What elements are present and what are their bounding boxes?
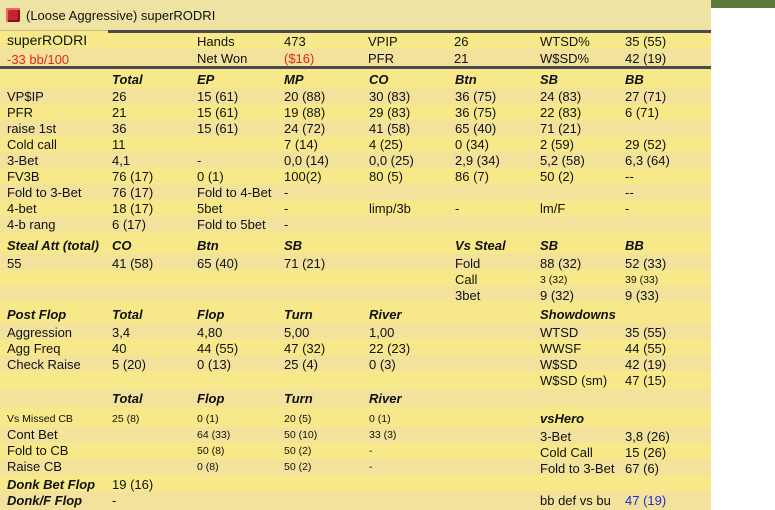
showdown-label: WWSF <box>540 341 582 356</box>
stat-label: raise 1st <box>7 121 57 136</box>
vs-steal-3bet-bb: 9 (33) <box>625 288 659 303</box>
player-name: superRODRI <box>7 32 88 48</box>
band <box>0 88 711 104</box>
stat-value: Fold to 5bet <box>197 217 266 232</box>
stat-value: 76 (17) <box>112 185 154 200</box>
stat-label: Aggression <box>7 325 73 340</box>
stat-value: Fold to 4-Bet <box>197 185 272 200</box>
stat-value: 100(2) <box>284 169 322 184</box>
stat-value: 71 (21) <box>540 121 582 136</box>
band <box>0 409 711 427</box>
stat-value: -- <box>625 169 634 184</box>
background-strip <box>711 0 775 8</box>
stat-value: - <box>197 153 202 168</box>
stat-value: 64 (33) <box>197 429 231 441</box>
postflop-header-turn: Turn <box>284 307 313 322</box>
col-header-ep: EP <box>197 72 215 87</box>
vshero-value: 15 (26) <box>625 445 667 460</box>
vpip-value: 26 <box>454 34 469 49</box>
stat-value: 21 <box>112 105 127 120</box>
stat-value: 0 (1) <box>197 413 219 425</box>
stat-value: 6 (17) <box>112 217 146 232</box>
wsd-label: W$SD% <box>540 51 590 66</box>
col-header-btn: Btn <box>455 72 477 87</box>
steal-total: 55 <box>7 256 22 271</box>
dice-icon <box>6 8 20 22</box>
stat-value: 3,4 <box>112 325 131 340</box>
stat-label: Agg Freq <box>7 341 61 356</box>
vs-steal-fold-label: Fold <box>455 256 481 271</box>
stat-value: 36 (75) <box>455 89 497 104</box>
stat-value: 40 <box>112 341 127 356</box>
band <box>0 254 711 270</box>
vpip-label: VPIP <box>368 34 398 49</box>
stat-value: 5bet <box>197 201 223 216</box>
stat-value: 86 (7) <box>455 169 489 184</box>
stat-label: FV3B <box>7 169 40 184</box>
band <box>0 48 711 66</box>
stat-value: 80 (5) <box>369 169 403 184</box>
stat-value: - <box>284 201 289 216</box>
window-title: (Loose Aggressive) superRODRI <box>26 8 216 23</box>
background-area <box>711 0 775 510</box>
donk-bet-value: 19 (16) <box>112 477 154 492</box>
cbet-header-turn: Turn <box>284 391 313 406</box>
showdown-value: 47 (15) <box>625 373 667 388</box>
steal-sb: 71 (21) <box>284 256 326 271</box>
steal-btn: 65 (40) <box>197 256 239 271</box>
vs-steal-fold-sb: 88 (32) <box>540 256 582 271</box>
stat-value: 4,80 <box>197 325 223 340</box>
showdown-label: WTSD <box>540 325 579 340</box>
vs-steal-call-sb: 3 (32) <box>540 274 568 286</box>
stat-value: 25 (4) <box>284 357 318 372</box>
donk-fold-label: Donk/F Flop <box>7 493 83 508</box>
stat-value: 65 (40) <box>455 121 497 136</box>
stat-value: 15 (61) <box>197 105 239 120</box>
stat-label: Cold call <box>7 137 57 152</box>
stat-value: - <box>284 185 289 200</box>
vshero-label: Fold to 3-Bet <box>540 461 615 476</box>
stat-value: 22 (83) <box>540 105 582 120</box>
stat-value: - <box>369 461 373 473</box>
stat-value: 15 (61) <box>197 121 239 136</box>
col-header-sb: SB <box>540 72 559 87</box>
showdown-value: 44 (55) <box>625 341 667 356</box>
band <box>0 136 711 152</box>
vs-steal-fold-bb: 52 (33) <box>625 256 667 271</box>
stat-value: 24 (83) <box>540 89 582 104</box>
stat-value: 47 (32) <box>284 341 326 356</box>
donk-bet-label: Donk Bet Flop <box>7 477 96 492</box>
stat-value: 0 (3) <box>369 357 396 372</box>
stat-label: Vs Missed CB <box>7 413 73 425</box>
donk-fold-value: - <box>112 493 117 508</box>
stat-value: 6 (71) <box>625 105 659 120</box>
vs-steal-call-label: Call <box>455 272 478 287</box>
hands-value: 473 <box>284 34 306 49</box>
vshero-label: Cold Call <box>540 445 593 460</box>
band <box>0 427 711 443</box>
stat-value: 27 (71) <box>625 89 667 104</box>
stat-value: 0,0 (14) <box>284 153 329 168</box>
stat-value: 50 (8) <box>197 445 225 457</box>
stat-label: Cont Bet <box>7 427 58 442</box>
stat-value: 44 (55) <box>197 341 239 356</box>
vs-steal-header-sb: SB <box>540 238 559 253</box>
stat-value: 15 (61) <box>197 89 239 104</box>
col-header-mp: MP <box>284 72 304 87</box>
stat-value: 50 (2) <box>540 169 574 184</box>
net-won-label: Net Won <box>197 51 248 66</box>
band <box>0 236 711 254</box>
band <box>0 168 711 184</box>
band <box>0 152 711 168</box>
stat-value: 41 (58) <box>369 121 411 136</box>
hands-label: Hands <box>197 34 235 49</box>
showdown-value: 35 (55) <box>625 325 667 340</box>
stat-value: 50 (10) <box>284 429 318 441</box>
stat-value: 7 (14) <box>284 137 318 152</box>
stat-value: 29 (52) <box>625 137 667 152</box>
postflop-header-flop: Flop <box>197 307 225 322</box>
stat-value: 0 (13) <box>197 357 231 372</box>
stat-value: 2 (59) <box>540 137 574 152</box>
stat-value: 25 (8) <box>112 413 140 425</box>
stat-value: 20 (88) <box>284 89 326 104</box>
vshero-value: 67 (6) <box>625 461 659 476</box>
pfr-label: PFR <box>368 51 394 66</box>
col-header-total: Total <box>112 72 143 87</box>
band <box>0 104 711 120</box>
stat-value: 4,1 <box>112 153 131 168</box>
steal-header: Steal Att (total) <box>7 238 99 253</box>
showdown-value: 42 (19) <box>625 357 667 372</box>
stat-value: 36 <box>112 121 127 136</box>
band <box>0 443 711 459</box>
vs-steal-header: Vs Steal <box>455 238 506 253</box>
stat-value: limp/3b <box>369 201 411 216</box>
stat-value: 0 (1) <box>369 413 391 425</box>
bb-def-label: bb def vs bu <box>540 493 611 508</box>
steal-header-sb: SB <box>284 238 303 253</box>
stat-value: 50 (2) <box>284 461 312 473</box>
cbet-header-flop: Flop <box>197 391 225 406</box>
stat-value: 2,9 (34) <box>455 153 500 168</box>
vs-steal-3bet-sb: 9 (32) <box>540 288 574 303</box>
vshero-label: 3-Bet <box>540 429 572 444</box>
stat-value: 5 (20) <box>112 357 146 372</box>
wtsd-value: 35 (55) <box>625 34 667 49</box>
showdowns-header: Showdowns <box>540 307 616 322</box>
stat-value: - <box>455 201 460 216</box>
stat-value: 30 (83) <box>369 89 411 104</box>
stat-value: 50 (2) <box>284 445 312 457</box>
band <box>0 339 711 355</box>
stat-value: lm/F <box>540 201 566 216</box>
winrate-value: -33 bb/100 <box>7 52 70 67</box>
stat-value: 33 (3) <box>369 429 397 441</box>
cbet-header-river: River <box>369 391 402 406</box>
stat-label: VP$IP <box>7 89 44 104</box>
stat-value: - <box>625 201 630 216</box>
postflop-header-total: Total <box>112 307 143 322</box>
net-won-value: ($16) <box>284 51 315 66</box>
stat-value: - <box>284 217 289 232</box>
cbet-header-total: Total <box>112 391 143 406</box>
band <box>0 323 711 339</box>
stat-value: 0 (1) <box>197 169 224 184</box>
stat-label: 4-b rang <box>7 217 56 232</box>
stat-label: Fold to 3-Bet <box>7 185 82 200</box>
stat-value: 11 <box>112 137 126 152</box>
stat-value: 1,00 <box>369 325 395 340</box>
stat-label: Raise CB <box>7 459 62 474</box>
pfr-value: 21 <box>454 51 469 66</box>
stat-value: -- <box>625 185 634 200</box>
stat-value: 20 (5) <box>284 413 312 425</box>
vshero-value: 3,8 (26) <box>625 429 670 444</box>
band <box>0 200 711 216</box>
band <box>0 184 711 200</box>
separator <box>108 30 711 33</box>
vs-steal-3bet-label: 3bet <box>455 288 481 303</box>
bb-def-value: 47 (19) <box>625 493 667 508</box>
band <box>0 475 711 491</box>
stat-value: 0 (8) <box>197 461 219 473</box>
stat-value: 29 (83) <box>369 105 411 120</box>
band <box>0 389 711 407</box>
separator <box>0 66 711 69</box>
stat-value: 19 (88) <box>284 105 326 120</box>
stat-value: 22 (23) <box>369 341 411 356</box>
stat-value: 5,00 <box>284 325 310 340</box>
stat-label: PFR <box>7 105 33 120</box>
band <box>0 270 711 286</box>
stat-value: 4 (25) <box>369 137 403 152</box>
steal-header-btn: Btn <box>197 238 219 253</box>
col-header-co: CO <box>369 72 389 87</box>
stat-value: 0,0 (25) <box>369 153 414 168</box>
stat-label: Fold to CB <box>7 443 69 458</box>
col-header-bb: BB <box>625 72 644 87</box>
band <box>0 216 711 232</box>
band <box>0 120 711 136</box>
stat-label: Check Raise <box>7 357 81 372</box>
steal-co: 41 (58) <box>112 256 154 271</box>
title-bar[interactable] <box>0 0 711 31</box>
stat-value: 18 (17) <box>112 201 154 216</box>
band <box>0 70 711 87</box>
stat-label: 3-Bet <box>7 153 39 168</box>
stat-value: 24 (72) <box>284 121 326 136</box>
showdown-label: W$SD <box>540 357 578 372</box>
stat-value: - <box>369 445 373 457</box>
vshero-header: vsHero <box>540 411 585 426</box>
stat-label: 4-bet <box>7 201 37 216</box>
stat-value: 6,3 (64) <box>625 153 670 168</box>
postflop-header-river: River <box>369 307 402 322</box>
stat-value: 26 <box>112 89 127 104</box>
postflop-header: Post Flop <box>7 307 67 322</box>
stat-value: 76 (17) <box>112 169 154 184</box>
steal-header-co: CO <box>112 238 132 253</box>
wsd-value: 42 (19) <box>625 51 667 66</box>
wtsd-label: WTSD% <box>540 34 590 49</box>
band <box>0 355 711 371</box>
stat-value: 0 (34) <box>455 137 489 152</box>
stat-value: 36 (75) <box>455 105 497 120</box>
band <box>0 286 711 302</box>
showdown-label: W$SD (sm) <box>540 373 608 388</box>
vs-steal-call-bb: 39 (33) <box>625 274 659 286</box>
vs-steal-header-bb: BB <box>625 238 644 253</box>
stat-value: 5,2 (58) <box>540 153 585 168</box>
